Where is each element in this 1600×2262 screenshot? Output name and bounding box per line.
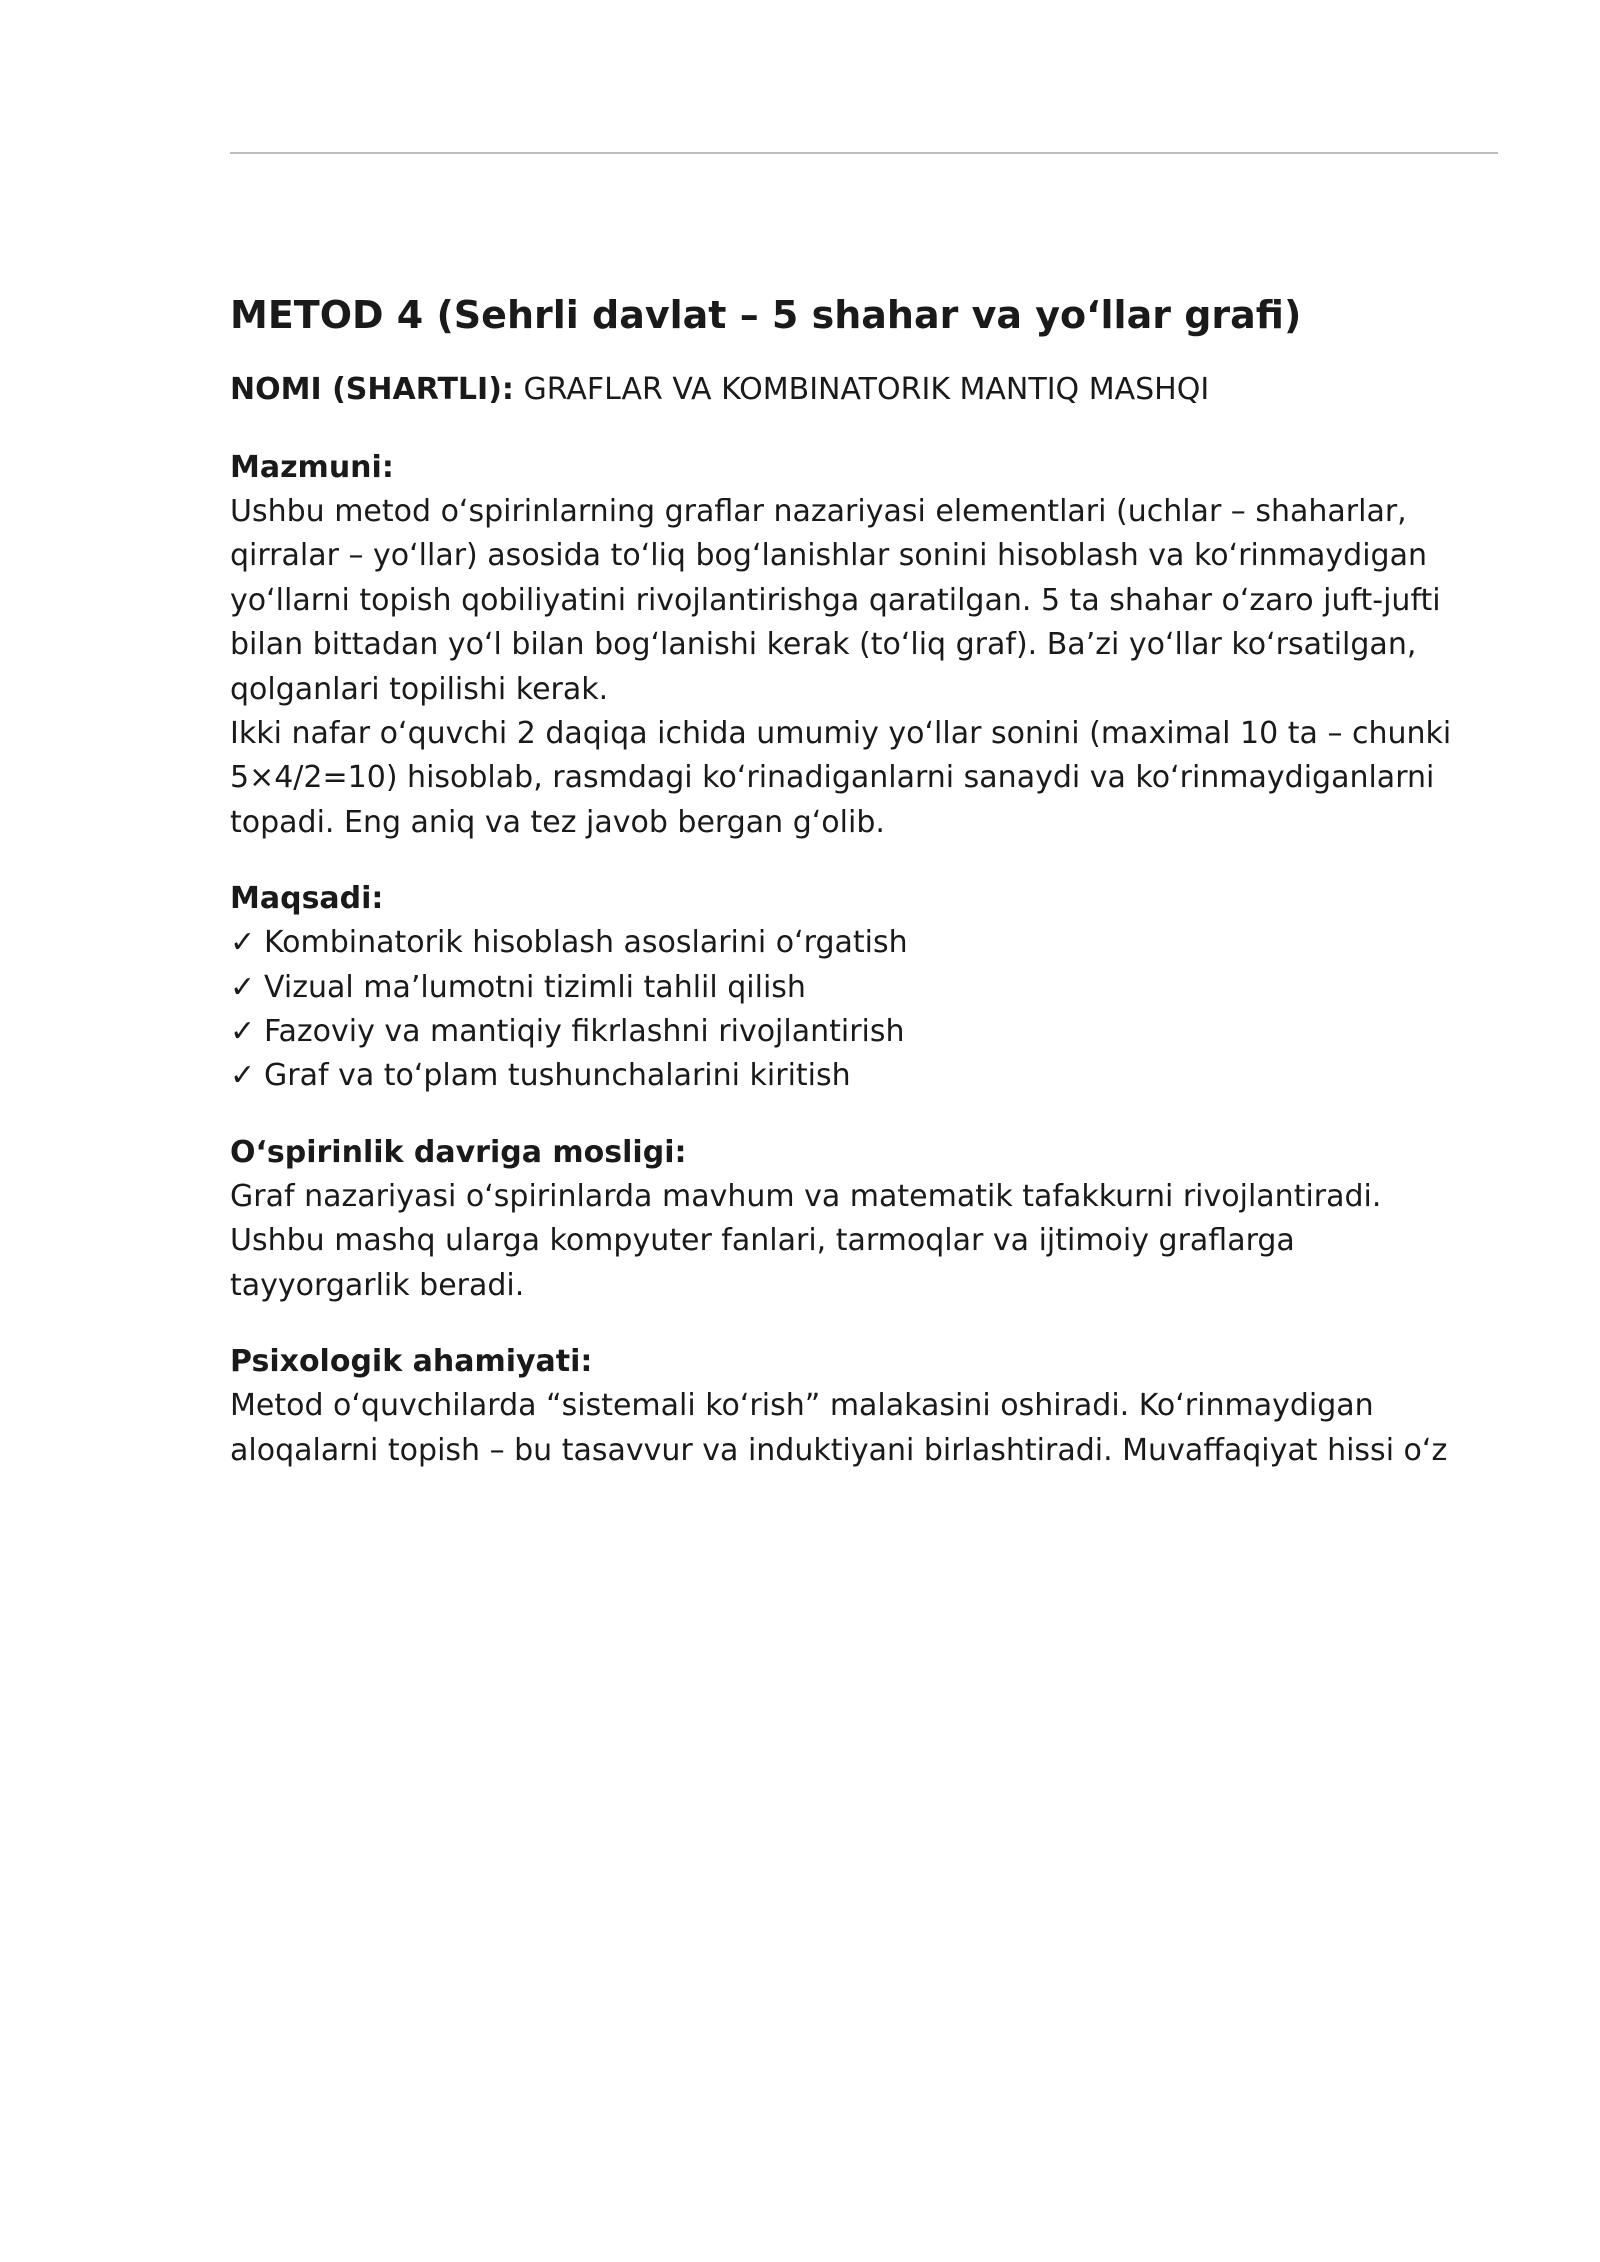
paragraph-line: bilan bittadan yo‘l bilan bog‘lanishi kerak (to‘liq graf). Ba’zi yo‘llar ko‘rsatilgan,: [230, 627, 1417, 663]
list-item: [230, 921, 1510, 965]
list-item-text: Vizual ma’lumotni tizimli tahlil qilish: [264, 969, 806, 1005]
paragraph-line: tayyorgarlik beradi.: [230, 1267, 525, 1303]
paragraph-line: yo‘llarni topish qobiliyatini rivojlantirishga qaratilgan. 5 ta shahar o‘zaro juft-jufti: [230, 582, 1441, 618]
header-divider: [230, 152, 1498, 154]
paragraph-line: Ushbu metod o‘spirinlarning graflar nazariyasi elementlari (uchlar – shaharlar,: [230, 494, 1407, 529]
section-maqsadi: [230, 877, 1510, 1099]
name-field-label: NOMI (SHARTLI):: [230, 372, 514, 407]
name-field: [230, 368, 1510, 412]
section-ahamiyati: [230, 1340, 1510, 1473]
checkmark-icon: ✓: [230, 1058, 256, 1094]
name-field-value: GRAFLAR VA KOMBINATORIK MANTIQ MASHQI: [523, 372, 1210, 407]
section-heading: Psixologik ahamiyati:: [230, 1344, 593, 1380]
paragraph-line: Ushbu mashq ularga kompyuter fanlari, tarmoqlar va ijtimoiy graflarga: [230, 1223, 1295, 1259]
list-item: [230, 966, 1510, 1010]
checkmark-icon: ✓: [230, 1014, 256, 1050]
paragraph-line: topadi. Eng aniq va tez javob bergan g‘olib.: [230, 804, 885, 840]
document-title: METOD 4 (Sehrli davlat – 5 shahar va yo‘llar grafi): [230, 293, 1302, 337]
paragraph-line: Graf nazariyasi o‘spirinlarda mavhum va matematik tafakkurni rivojlantiradi.: [230, 1178, 1382, 1214]
section-heading: O‘spirinlik davriga mosligi:: [230, 1134, 687, 1170]
paragraph-line: Metod o‘quvchilarda “sistemali ko‘rish” malakasini oshiradi. Ko‘rinmaydigan: [230, 1388, 1374, 1424]
paragraph-line: aloqalarni topish – bu tasavvur va induktiyani birlashtiradi. Muvaffaqiyat hissi o‘z: [230, 1432, 1448, 1468]
checkmark-icon: ✓: [230, 969, 256, 1005]
paragraph-line: qolganlari topilishi kerak.: [230, 671, 609, 707]
list-item-text: Kombinatorik hisoblash asoslarini o‘rgatish: [264, 925, 908, 961]
paragraph-line: 5×4/2=10) hisoblab, rasmdagi ko‘rinadiganlarni sanaydi va ko‘rinmaydiganlarni: [230, 760, 1435, 796]
document-body: [230, 290, 1510, 1505]
list-item: [230, 1054, 1510, 1098]
section-mazmuni: [230, 446, 1510, 845]
paragraph-line: Ikki nafar o‘quvchi 2 daqiqa ichida umumiy yo‘llar sonini (maximal 10 ta – chunki: [230, 716, 1452, 752]
section-mosligi: [230, 1131, 1510, 1308]
section-heading: Maqsadi:: [230, 881, 384, 917]
list-item: [230, 1010, 1510, 1054]
checkmark-icon: ✓: [230, 925, 256, 961]
section-heading: Mazmuni:: [230, 450, 394, 485]
list-item-text: Graf va to‘plam tushunchalarini kiritish: [264, 1058, 851, 1094]
paragraph-line: qirralar – yo‘llar) asosida to‘liq bog‘lanishlar sonini hisoblash va ko‘rinmaydigan: [230, 538, 1427, 574]
list-item-text: Fazoviy va mantiqiy fikrlashni rivojlantirish: [264, 1014, 905, 1050]
